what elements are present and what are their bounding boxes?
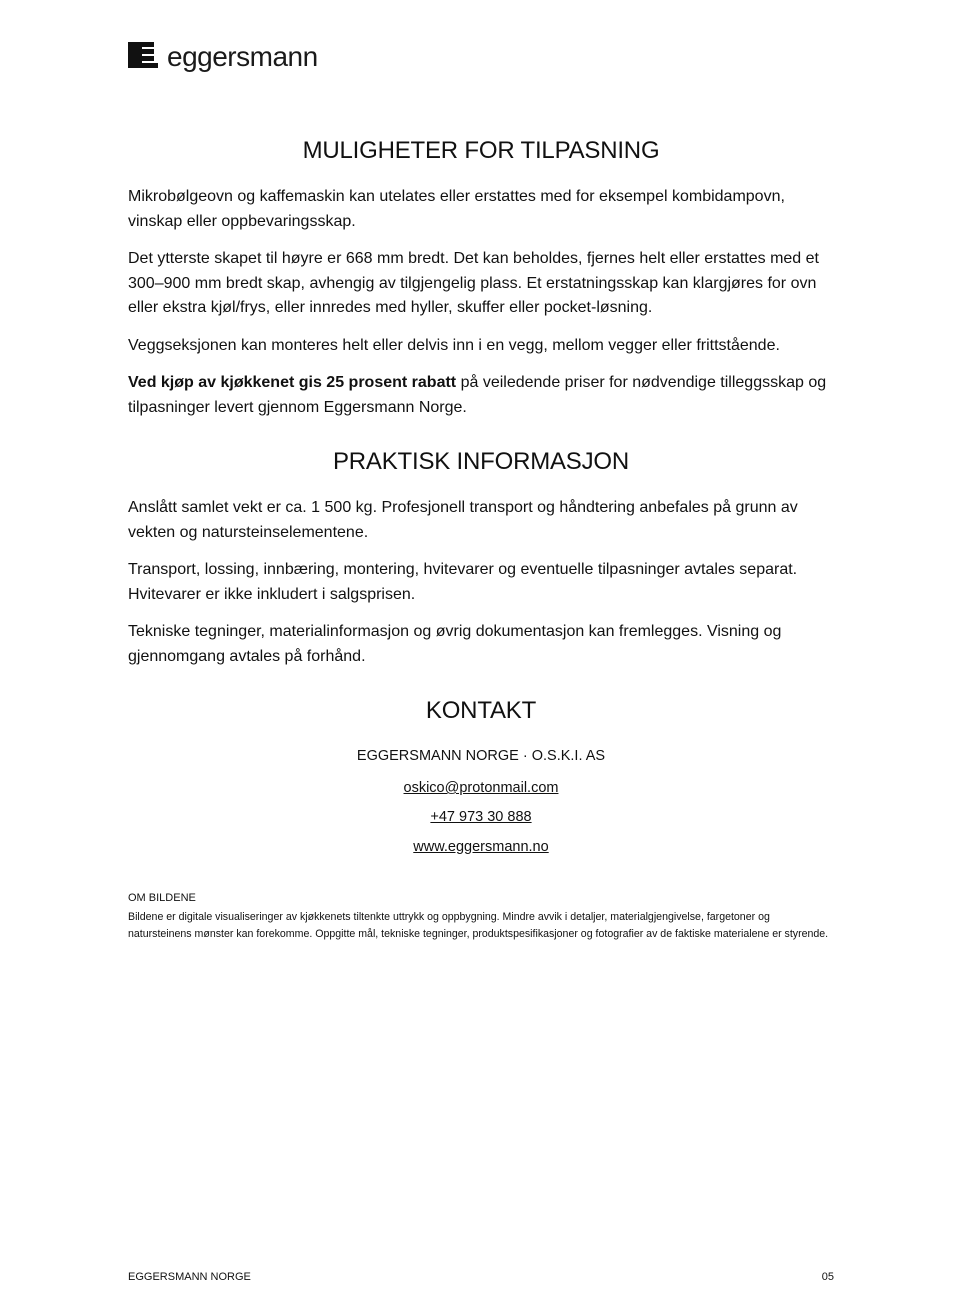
contact-phone-link[interactable]: +47 973 30 888 <box>430 809 532 825</box>
heading-tilpasning: MULIGHETER FOR TILPASNING <box>302 137 660 164</box>
heading-kontakt: KONTAKT <box>425 697 537 724</box>
page-content <box>128 133 834 858</box>
stacked-bars-logo-icon <box>128 42 158 72</box>
footer-brand: EGGERSMANN NORGE <box>128 1271 251 1283</box>
contact-email-link[interactable]: oskico@protonmail.com <box>403 780 559 796</box>
note-title: OM BILDENE <box>128 892 196 904</box>
note-text: Bildene er digitale visualiseringer av kjøkkenets tiltenkte uttrykk og oppbygning. Mindre avvik i detaljer, materialgjengivelse, fargetoner og natursteinens mønster kan forekomme. Oppgitte mål, tekniske tegninger, produktspesifikasjoner og fotografier av de faktiske materialene er styrende. <box>128 911 829 941</box>
paragraph: Transport, lossing, innbæring, montering, hvitevarer og eventuelle tilpasninger avtales separat. Hvitevarer er ikke inkludert i salgsprisen. <box>128 561 798 603</box>
paragraph: Tekniske tegninger, materialinformasjon og øvrig dokumentasjon kan fremlegges. Visning og gjennomgang avtales på forhånd. <box>128 623 782 665</box>
heading-praktisk: PRAKTISK INFORMASJON <box>332 448 630 475</box>
offer-paragraph <box>128 371 834 420</box>
brand-name: eggersmann <box>167 41 318 72</box>
offer-highlight: Ved kjøp av kjøkkenet gis 25 prosent rabatt <box>128 374 457 391</box>
brand-logo <box>128 40 318 74</box>
contact-section <box>128 693 834 858</box>
contact-website-link[interactable]: www.eggersmann.no <box>413 839 549 855</box>
paragraph: Det ytterste skapet til høyre er 668 mm bredt. Det kan beholdes, fjernes helt eller erstattes med et 300–900 mm bredt skap, avhengig av tilgjengelig plass. Et erstatningsskap kan klargjøres for ovn eller ekstra kjøl/frys, eller innredes med hyller, skuffer eller pocket-løsning. <box>128 250 819 316</box>
paragraph: Anslått samlet vekt er ca. 1 500 kg. Profesjonell transport og håndtering anbefales på grunn av vekten og natursteinselementene. <box>128 499 798 541</box>
paragraph: Veggseksjonen kan monteres helt eller delvis inn i en vegg, mellom vegger eller frittstående. <box>128 336 780 354</box>
paragraph: Mikrobølgeovn og kaffemaskin kan utelates eller erstattes med for eksempel kombidampovn, vinskap eller oppbevaringsskap. <box>128 188 785 230</box>
contact-org: EGGERSMANN NORGE · O.S.K.I. AS <box>356 748 606 764</box>
offer-text: på veiledende priser for nødvendige tilleggsskap og tilpasninger levert gjennom Eggersmann Norge. <box>128 374 827 416</box>
page-number: 05 <box>821 1271 834 1283</box>
